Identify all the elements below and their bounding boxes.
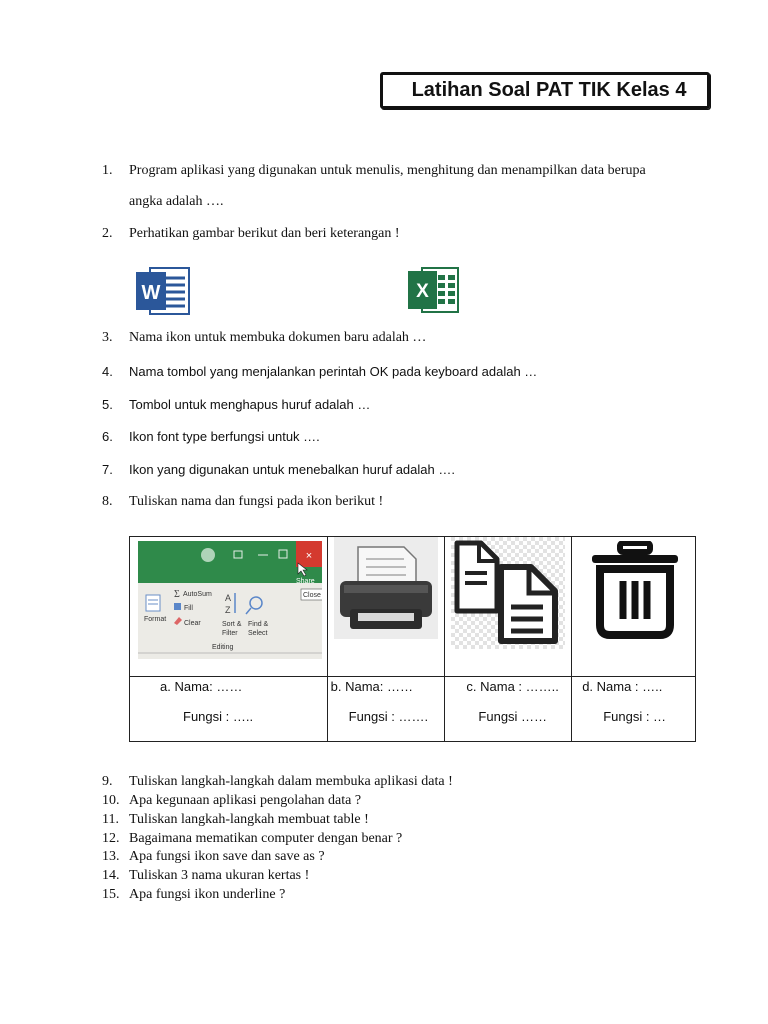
question-4	[102, 364, 722, 382]
question-number: 1.	[102, 163, 113, 178]
question-15	[102, 887, 722, 905]
trash-icon	[590, 541, 680, 641]
answer-cell-a	[130, 677, 328, 742]
answer-name-b: b. Nama: ……	[330, 679, 413, 694]
question-number: 8.	[102, 494, 113, 509]
svg-text:A: A	[225, 593, 232, 603]
question-10	[102, 793, 722, 811]
format-label: Format	[144, 616, 167, 623]
question-number: 12.	[102, 831, 120, 846]
answer-cell-b	[327, 677, 445, 742]
question-text-cont: angka adalah ….	[129, 194, 224, 209]
printer-cell	[327, 537, 445, 677]
question-text: Perhatikan gambar berikut dan beri keterangan !	[129, 226, 400, 241]
answer-cell-d	[572, 677, 696, 742]
question-text: Tuliskan nama dan fungsi pada ikon berikut !	[129, 494, 384, 509]
question-1	[102, 163, 722, 211]
question-2	[102, 226, 722, 244]
question-text: Tuliskan 3 nama ukuran kertas !	[129, 868, 310, 883]
excel-ribbon-image	[138, 541, 322, 659]
question-13	[102, 849, 722, 867]
answer-function-c: Fungsi ……	[478, 709, 548, 724]
close-tooltip: Close	[303, 592, 321, 599]
answer-name-a: a. Nama: ……	[160, 679, 243, 694]
question-text: Apa kegunaan aplikasi pengolahan data ?	[129, 793, 362, 808]
question-number: 11.	[102, 812, 119, 827]
svg-text:Z: Z	[225, 605, 231, 615]
worksheet-title: Latihan Soal PAT TIK Kelas 4	[411, 79, 687, 101]
question-number: 14.	[102, 868, 120, 883]
word-icon	[136, 266, 191, 316]
question-8	[102, 494, 722, 512]
copy-icon	[451, 537, 565, 649]
question-number: 10.	[102, 793, 120, 808]
answer-function-b: Fungsi : …….	[348, 709, 429, 724]
question-number: 3.	[102, 330, 113, 345]
excel-ribbon-cell	[130, 537, 328, 677]
answer-name-d: d. Nama : …..	[582, 679, 663, 694]
svg-text:W: W	[141, 282, 161, 304]
question-3	[102, 330, 722, 348]
question-text: Tuliskan langkah-langkah dalam membuka aplikasi data !	[129, 774, 453, 789]
question-number: 4.	[102, 364, 113, 379]
sort-label: Sort &	[222, 621, 242, 628]
find-label: Find &	[248, 621, 269, 628]
clear-label: Clear	[184, 620, 201, 627]
printer-icon	[334, 537, 438, 639]
question-number: 2.	[102, 226, 113, 241]
question-text: Nama ikon untuk membuka dokumen baru adalah …	[129, 330, 427, 345]
question-number: 9.	[102, 774, 113, 789]
copy-cell	[445, 537, 572, 677]
svg-text:Σ: Σ	[174, 589, 180, 600]
question-text: Apa fungsi ikon underline ?	[129, 887, 286, 902]
question-text: Tombol untuk menghapus huruf adalah …	[129, 397, 371, 412]
answer-name-c: c. Nama : ……..	[466, 679, 559, 694]
question-5	[102, 397, 722, 415]
editing-label: Editing	[212, 644, 234, 651]
question-text: Ikon font type berfungsi untuk ….	[129, 429, 320, 444]
share-label: Share	[296, 578, 315, 585]
question-text: Program aplikasi yang digunakan untuk menulis, menghitung dan menampilkan data berupa	[129, 163, 646, 178]
answer-cell-c	[445, 677, 572, 742]
icon-answer-table	[129, 536, 696, 742]
question-text: Apa fungsi ikon save dan save as ?	[129, 849, 325, 864]
question-number: 15.	[102, 887, 120, 902]
question-text: Bagaimana mematikan computer dengan benar ?	[129, 831, 403, 846]
answer-function-a: Fungsi : …..	[183, 709, 254, 724]
question-text: Nama tombol yang menjalankan perintah OK pada keyboard adalah …	[129, 364, 538, 379]
fill-label: Fill	[184, 605, 193, 612]
question-number: 13.	[102, 849, 120, 864]
excel-icon	[408, 266, 460, 314]
filter-label: Filter	[222, 630, 238, 637]
question-number: 7.	[102, 462, 113, 477]
question-9	[102, 774, 722, 792]
question-text: Tuliskan langkah-langkah membuat table !	[129, 812, 369, 827]
question-number: 6.	[102, 429, 113, 444]
question-11	[102, 812, 722, 830]
question-14	[102, 868, 722, 886]
question-7	[102, 462, 722, 480]
worksheet-title-box	[380, 72, 710, 109]
select-label: Select	[248, 630, 268, 637]
svg-text:X: X	[416, 281, 429, 302]
question-text: Ikon yang digunakan untuk menebalkan huruf adalah ….	[129, 462, 455, 477]
question-number: 5.	[102, 397, 113, 412]
question-12	[102, 831, 722, 849]
trash-cell	[572, 537, 696, 677]
question-6	[102, 429, 722, 447]
answer-function-d: Fungsi : …	[603, 709, 667, 724]
svg-text:×: ×	[305, 550, 313, 562]
autosum-label: AutoSum	[183, 591, 212, 598]
